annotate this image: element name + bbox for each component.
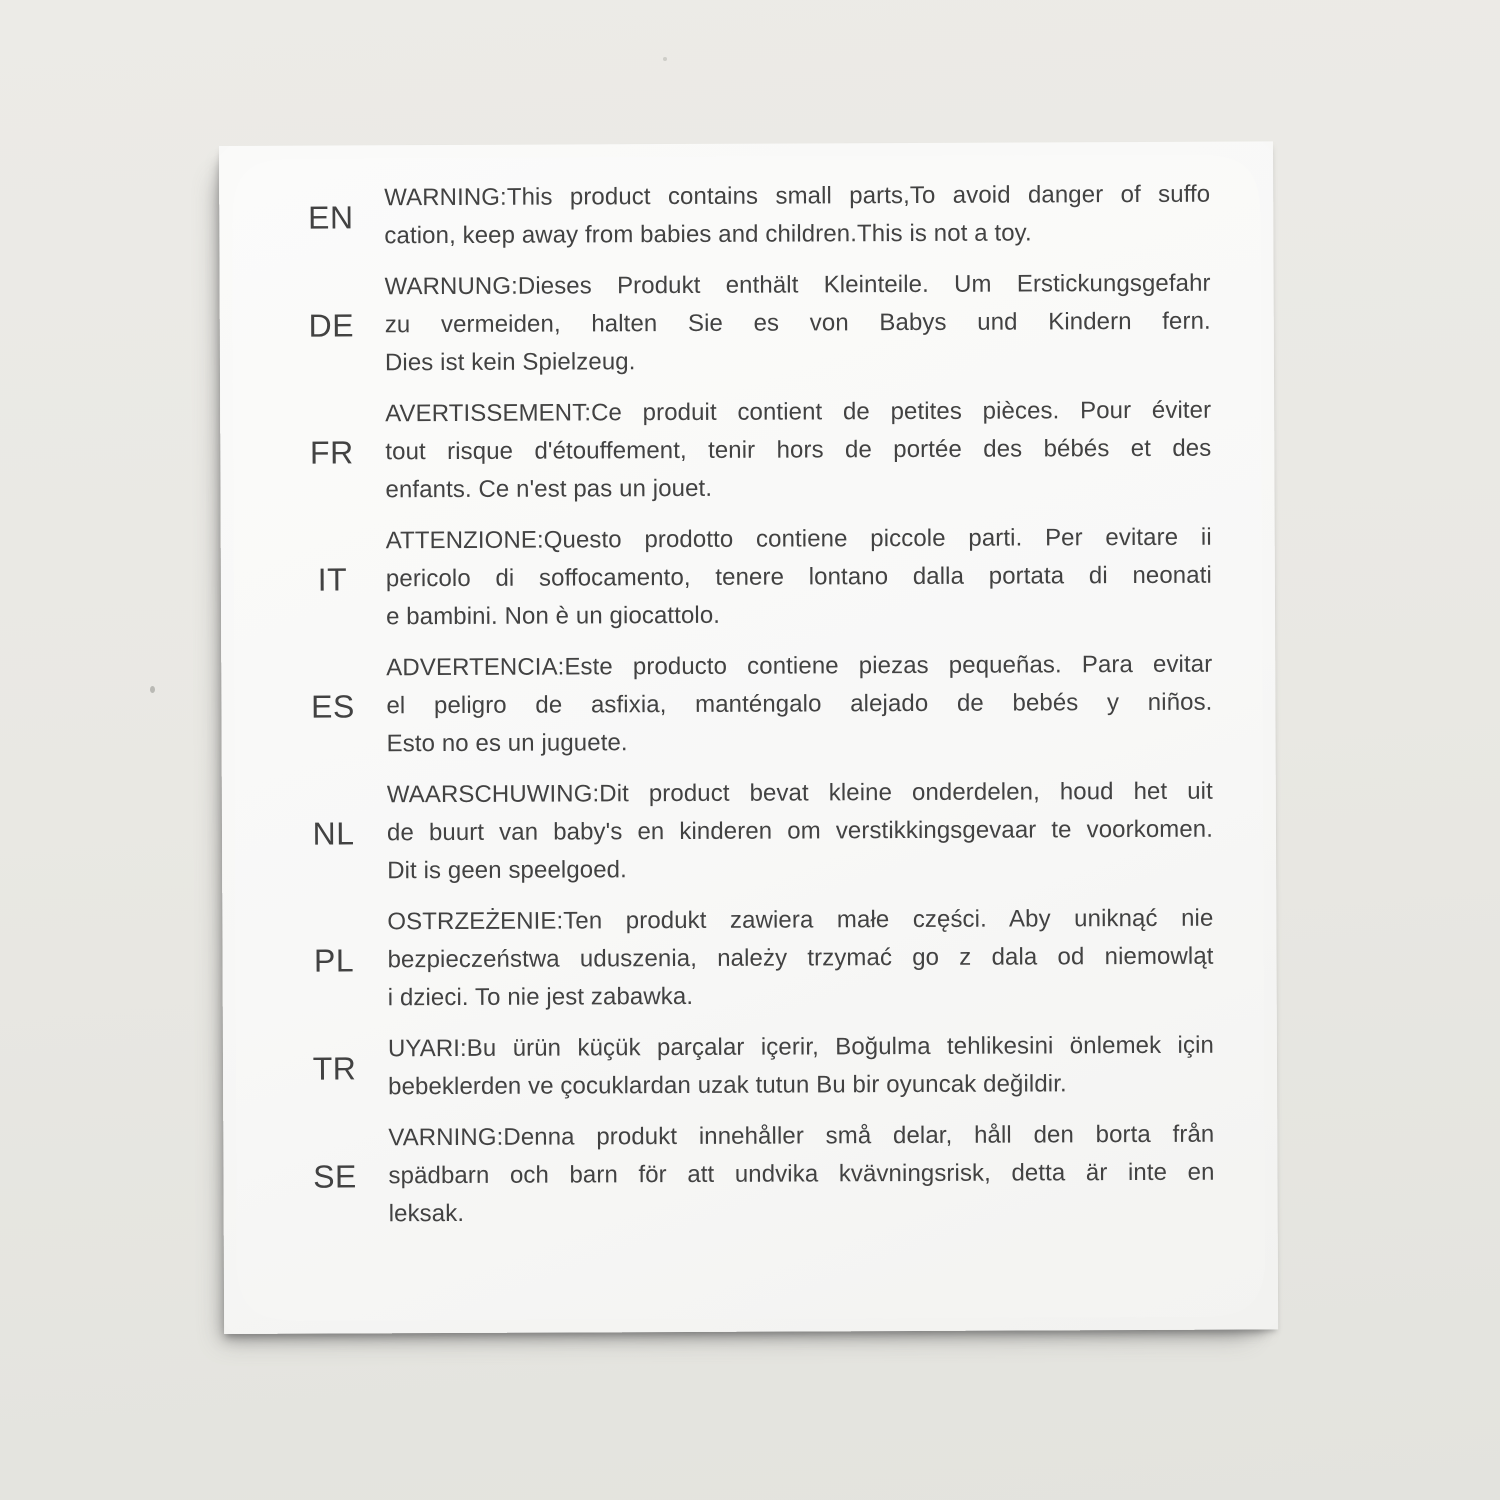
language-section [223,1115,1277,1234]
language-section [221,645,1275,764]
warning-text [387,900,1213,1018]
language-section [220,264,1274,383]
warning-text [385,265,1211,383]
language-code: PL [313,941,355,979]
language-section [219,175,1273,256]
language-code: TR [312,1049,357,1087]
language-code: ES [311,687,355,725]
warning-text-line: pericolo di soffocamento, tenere lontano dalla portata di neonati [385,561,1212,593]
language-code: NL [312,814,355,852]
warning-text-line: WARNING:This product contains small parts,To avoid danger of suffo [384,180,1211,212]
warning-text-line: i dzieci. To nie jest zabawka. [387,982,694,1012]
language-section [223,1026,1277,1107]
warning-text-line: WARNUNG:Dieses Produkt enthält Kleinteile. Um Erstickungsgefahr [384,269,1211,301]
language-section [220,391,1274,510]
label-sections [219,175,1278,1234]
warning-text-line: ADVERTENCIA:Este producto contiene piezas pequeñas. Para evitar [386,650,1213,682]
warning-text-line: cation, keep away from babies and children.This is not a toy. [384,219,1032,250]
language-code: IT [317,560,348,598]
warning-text [388,1027,1214,1107]
dust-speck [150,686,155,693]
dust-speck [663,57,667,61]
warning-text [385,392,1211,510]
warning-text-line: bebeklerden ve çocuklardan uzak tutun Bu bir oyuncak değildir. [388,1070,1067,1101]
warning-text [387,773,1213,891]
language-code: FR [309,433,354,471]
warning-text-line: OSTRZEŻENIE:Ten produkt zawiera małe części. Aby uniknąć nie [387,904,1214,936]
language-code: DE [308,306,355,344]
warning-text-line: ATTENZIONE:Questo prodotto contiene piccole parti. Per evitare ii [385,523,1212,555]
warning-text-line: de buurt van baby's en kinderen om verstikkingsgevaar te voorkomen. [386,815,1214,847]
warning-text [386,646,1212,764]
warning-text-line: enfants. Ce n'est pas un jouet. [385,474,713,504]
language-section [222,772,1276,891]
language-section [222,899,1276,1018]
warning-text-line: Esto no es un juguete. [386,729,628,758]
warning-label-paper [219,141,1278,1334]
warning-text-line: spädbarn och barn för att undvika kvävningsrisk, detta är inte en [388,1158,1215,1190]
warning-text [384,176,1210,256]
warning-text-line: el peligro de asfixia, manténgalo alejado de bebés y niños. [386,688,1213,720]
warning-text [388,1116,1214,1234]
warning-text-line: VARNING:Denna produkt innehåller små delar, håll den borta från [388,1120,1215,1152]
warning-text-line: tout risque d'étouffement, tenir hors de portée des bébés et des [385,434,1212,466]
warning-text-line: e bambini. Non è un giocattolo. [385,601,721,631]
warning-text [386,519,1212,637]
warning-text-line: AVERTISSEMENT:Ce produit contient de petites pièces. Pour éviter [385,396,1212,428]
warning-text-line: WAARSCHUWING:Dit product bevat kleine onderdelen, houd het uit [386,777,1213,809]
warning-text-line: bezpieczeństwa uduszenia, należy trzymać go z dala od niemowląt [387,942,1214,974]
warning-text-line: Dies ist kein Spielzeug. [384,348,636,377]
warning-text-line: zu vermeiden, halten Sie es von Babys und Kindern fern. [384,307,1211,339]
language-code: EN [307,198,354,236]
warning-text-line: leksak. [388,1199,465,1228]
warning-text-line: UYARI:Bu ürün küçük parçalar içerir, Boğulma tehlikesini önlemek için [387,1031,1214,1063]
warning-text-line: Dit is geen speelgoed. [387,856,627,885]
language-code: SE [313,1157,357,1195]
language-section [221,518,1275,637]
